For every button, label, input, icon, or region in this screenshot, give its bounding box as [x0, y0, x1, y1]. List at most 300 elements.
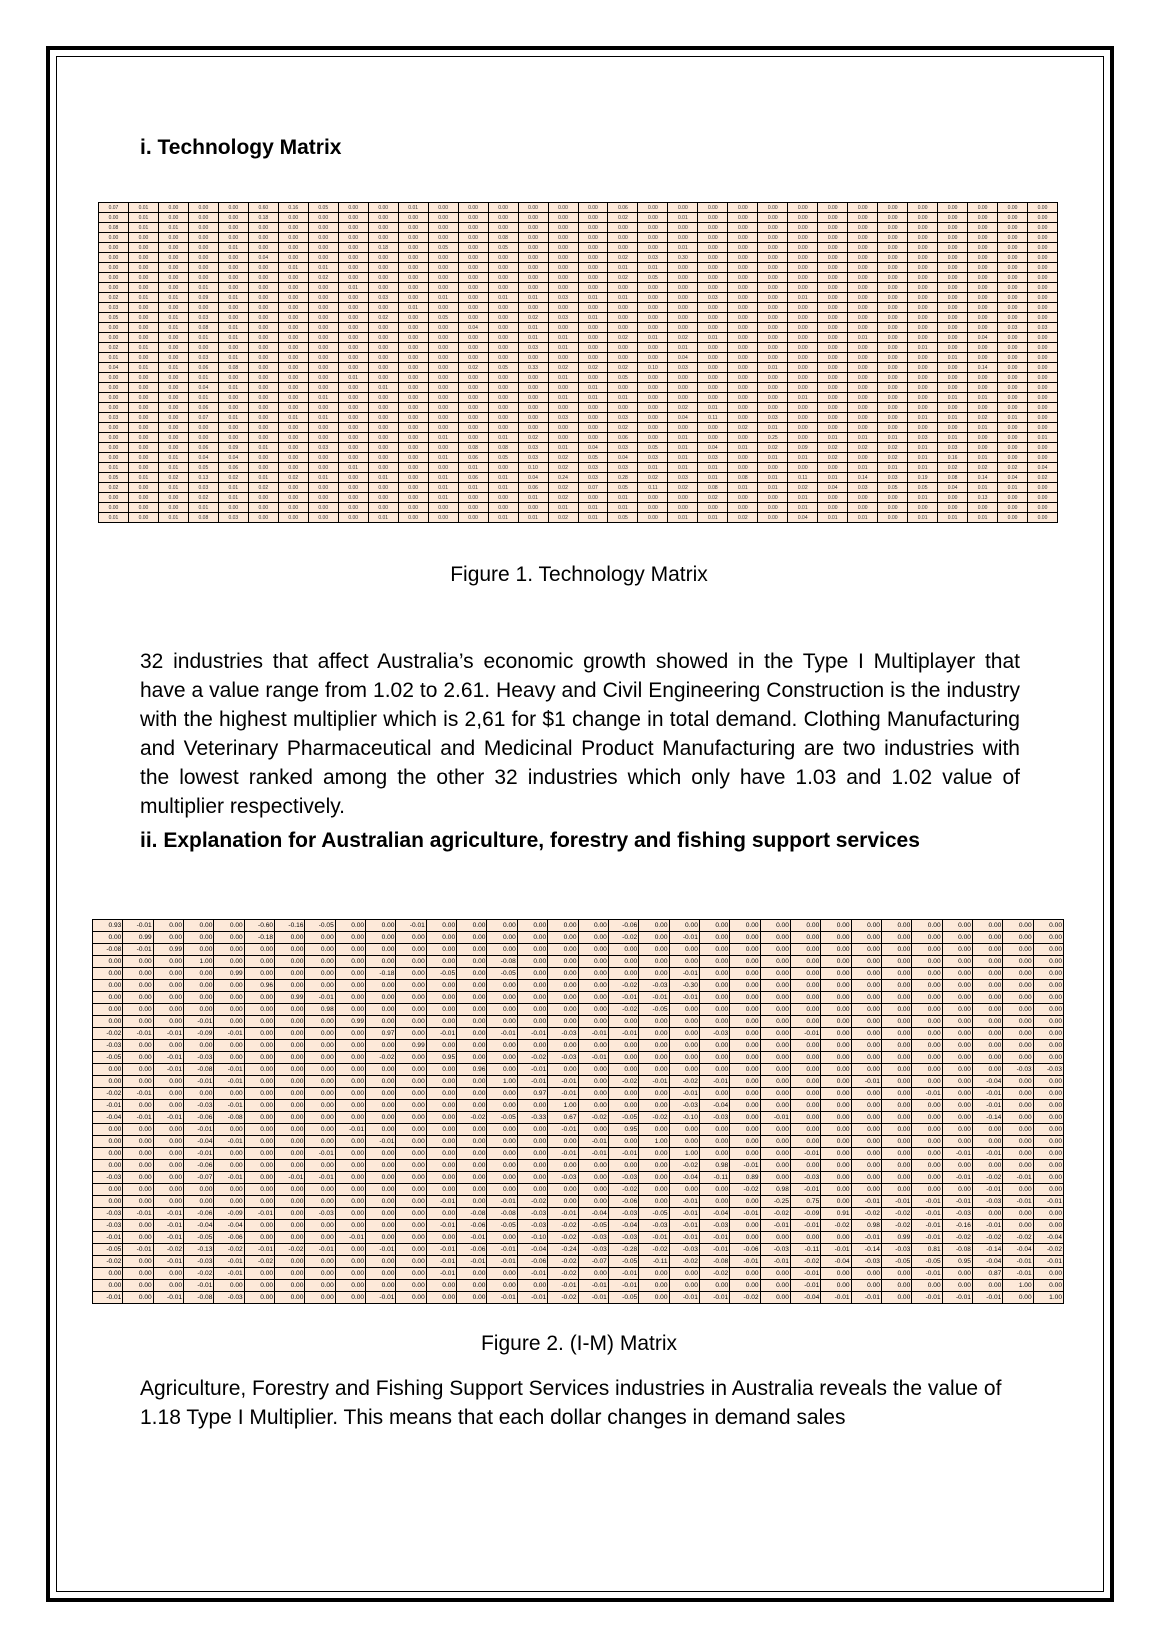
matrix-cell: 0.00 — [758, 233, 788, 243]
matrix-cell: -0.02 — [972, 1232, 1002, 1244]
matrix-cell: 0.00 — [368, 413, 398, 423]
matrix-cell: -0.01 — [669, 1208, 699, 1220]
matrix-cell: 0.00 — [758, 403, 788, 413]
matrix-cell: 0.00 — [908, 323, 938, 333]
matrix-cell: 0.00 — [278, 463, 308, 473]
matrix-cell: 0.00 — [881, 1280, 911, 1292]
matrix-cell: -0.04 — [214, 1220, 244, 1232]
matrix-cell: 0.13 — [968, 493, 998, 503]
matrix-cell: 0.00 — [699, 1088, 729, 1100]
matrix-cell: 0.00 — [278, 213, 308, 223]
matrix-cell: 0.00 — [908, 383, 938, 393]
matrix-cell: 0.05 — [488, 363, 518, 373]
matrix-cell: 0.02 — [728, 513, 758, 523]
matrix-cell: -0.03 — [93, 1040, 123, 1052]
matrix-cell: 0.00 — [428, 303, 458, 313]
matrix-cell: 0.00 — [758, 243, 788, 253]
matrix-row — [93, 1268, 1064, 1280]
matrix-cell: 0.00 — [1003, 920, 1033, 932]
matrix-cell: 0.00 — [1028, 353, 1058, 363]
matrix-cell: 0.00 — [426, 1136, 456, 1148]
matrix-cell: 0.28 — [608, 473, 638, 483]
matrix-cell: 0.00 — [669, 1136, 699, 1148]
matrix-cell: 0.00 — [730, 944, 760, 956]
matrix-cell: 0.00 — [818, 413, 848, 423]
matrix-cell: -0.02 — [548, 1256, 578, 1268]
matrix-cell: -0.01 — [153, 1208, 183, 1220]
matrix-cell: 0.05 — [638, 273, 668, 283]
matrix-cell: 0.00 — [878, 253, 908, 263]
matrix-cell: 0.00 — [428, 223, 458, 233]
matrix-cell: 0.05 — [638, 443, 668, 453]
matrix-cell: -0.03 — [1033, 1064, 1063, 1076]
matrix-cell: -0.02 — [669, 1076, 699, 1088]
matrix-cell: -0.01 — [123, 1208, 153, 1220]
matrix-cell: 0.00 — [908, 373, 938, 383]
matrix-cell: 0.00 — [308, 343, 338, 353]
matrix-cell: 0.04 — [668, 353, 698, 363]
matrix-cell: 0.00 — [218, 343, 248, 353]
matrix-cell: 0.00 — [398, 513, 428, 523]
matrix-cell: -0.01 — [851, 1076, 881, 1088]
matrix-row — [99, 303, 1058, 313]
matrix-cell: 0.00 — [366, 1076, 396, 1088]
matrix-cell: 0.00 — [275, 1088, 305, 1100]
matrix-cell: 0.03 — [368, 293, 398, 303]
matrix-cell: -0.01 — [93, 1232, 123, 1244]
matrix-cell: 0.00 — [488, 393, 518, 403]
matrix-cell: 0.00 — [428, 513, 458, 523]
matrix-cell: 0.00 — [818, 333, 848, 343]
matrix-cell: -0.01 — [851, 1196, 881, 1208]
matrix-cell: 0.00 — [1003, 1136, 1033, 1148]
matrix-cell: 0.00 — [488, 313, 518, 323]
matrix-cell: 0.00 — [123, 1160, 153, 1172]
matrix-cell: 0.00 — [818, 363, 848, 373]
matrix-cell: 0.00 — [305, 1184, 335, 1196]
matrix-cell: 0.00 — [99, 393, 129, 403]
matrix-cell: 0.00 — [998, 503, 1028, 513]
matrix-cell: 0.00 — [275, 1160, 305, 1172]
matrix-cell: 0.00 — [821, 1028, 851, 1040]
matrix-cell: 0.00 — [335, 1208, 365, 1220]
matrix-cell: -0.01 — [396, 920, 426, 932]
matrix-cell: 0.00 — [758, 503, 788, 513]
matrix-cell: -0.01 — [335, 1232, 365, 1244]
matrix-cell: 0.00 — [908, 223, 938, 233]
matrix-cell: 0.00 — [938, 223, 968, 233]
matrix-cell: -0.01 — [790, 1220, 820, 1232]
matrix-cell: 0.00 — [128, 413, 158, 423]
matrix-cell: 0.01 — [758, 363, 788, 373]
matrix-cell: 0.00 — [851, 932, 881, 944]
matrix-cell: 0.00 — [972, 992, 1002, 1004]
matrix-cell: -0.02 — [699, 1268, 729, 1280]
matrix-cell: 0.00 — [1003, 1148, 1033, 1160]
matrix-cell: 0.01 — [458, 463, 488, 473]
matrix-cell: 0.00 — [908, 283, 938, 293]
matrix-cell: -0.01 — [821, 1292, 851, 1304]
matrix-cell: 0.00 — [93, 1280, 123, 1292]
matrix-cell: -0.01 — [851, 1292, 881, 1304]
matrix-cell: -0.01 — [912, 1208, 942, 1220]
matrix-cell: -0.01 — [548, 1208, 578, 1220]
matrix-cell: 0.00 — [487, 920, 517, 932]
matrix-cell: -0.01 — [790, 1028, 820, 1040]
matrix-cell: -0.06 — [730, 1244, 760, 1256]
matrix-cell: 0.00 — [278, 303, 308, 313]
matrix-cell: 0.00 — [275, 1208, 305, 1220]
matrix-cell: 0.00 — [758, 343, 788, 353]
matrix-cell: 0.00 — [698, 373, 728, 383]
matrix-cell: 0.00 — [821, 1040, 851, 1052]
matrix-cell: 0.00 — [908, 403, 938, 413]
matrix-cell: 0.00 — [639, 968, 669, 980]
matrix-cell: 0.00 — [730, 1004, 760, 1016]
matrix-cell: 0.00 — [699, 1064, 729, 1076]
matrix-cell: 0.00 — [368, 323, 398, 333]
matrix-row — [99, 253, 1058, 263]
matrix-cell: 0.00 — [699, 1040, 729, 1052]
matrix-cell: 0.00 — [457, 1136, 487, 1148]
matrix-cell: 0.01 — [578, 313, 608, 323]
matrix-cell: 0.00 — [669, 944, 699, 956]
matrix-cell: 0.14 — [968, 363, 998, 373]
matrix-cell: 0.99 — [153, 944, 183, 956]
matrix-cell: 0.00 — [396, 1196, 426, 1208]
matrix-cell: 0.00 — [728, 413, 758, 423]
matrix-cell: 0.02 — [608, 273, 638, 283]
matrix-cell: 0.01 — [488, 433, 518, 443]
matrix-cell: 0.00 — [788, 313, 818, 323]
matrix-cell: 0.00 — [938, 203, 968, 213]
matrix-cell: 0.00 — [912, 1172, 942, 1184]
matrix-cell: 0.00 — [942, 1112, 972, 1124]
matrix-cell: 0.00 — [158, 433, 188, 443]
matrix-cell: 0.00 — [912, 1052, 942, 1064]
matrix-cell: 0.04 — [938, 483, 968, 493]
matrix-cell: 0.00 — [758, 223, 788, 233]
matrix-cell: 0.00 — [396, 1088, 426, 1100]
matrix-cell: 0.00 — [188, 433, 218, 443]
matrix-cell: 0.00 — [728, 253, 758, 263]
matrix-cell: 0.00 — [487, 1088, 517, 1100]
matrix-cell: 0.00 — [305, 1100, 335, 1112]
matrix-cell: -0.01 — [457, 1232, 487, 1244]
matrix-cell: 0.00 — [788, 343, 818, 353]
matrix-cell: 0.00 — [818, 243, 848, 253]
matrix-cell: 0.00 — [366, 944, 396, 956]
matrix-cell: 0.00 — [458, 243, 488, 253]
matrix-cell: 0.02 — [728, 423, 758, 433]
matrix-cell: 0.00 — [788, 373, 818, 383]
matrix-cell: 0.00 — [1033, 1208, 1063, 1220]
matrix-cell: 0.00 — [517, 1160, 547, 1172]
matrix-cell: 0.00 — [1003, 1184, 1033, 1196]
matrix-cell: 0.01 — [668, 213, 698, 223]
matrix-cell: 0.00 — [548, 273, 578, 283]
matrix-cell: 0.00 — [366, 1280, 396, 1292]
matrix-cell: 0.00 — [881, 1028, 911, 1040]
matrix-cell: 0.00 — [158, 353, 188, 363]
matrix-cell: 0.00 — [638, 283, 668, 293]
matrix-cell: 0.03 — [938, 443, 968, 453]
matrix-cell: 0.01 — [368, 473, 398, 483]
matrix-cell: 0.00 — [881, 1088, 911, 1100]
matrix-cell: 0.01 — [518, 333, 548, 343]
matrix-row — [93, 992, 1064, 1004]
matrix-cell: 0.01 — [758, 473, 788, 483]
matrix-cell: -0.02 — [881, 1220, 911, 1232]
matrix-cell: -0.01 — [699, 1292, 729, 1304]
matrix-cell: 0.00 — [517, 992, 547, 1004]
matrix-cell: 0.03 — [608, 443, 638, 453]
matrix-cell: 0.00 — [878, 363, 908, 373]
matrix-cell: 0.00 — [912, 1076, 942, 1088]
matrix-cell: 0.00 — [153, 968, 183, 980]
matrix-cell: 0.00 — [398, 343, 428, 353]
matrix-cell: 0.00 — [578, 423, 608, 433]
matrix-cell: 0.02 — [518, 433, 548, 443]
matrix-cell: 0.00 — [639, 1028, 669, 1040]
matrix-cell: 0.01 — [158, 453, 188, 463]
matrix-cell: -0.01 — [123, 1088, 153, 1100]
matrix-cell: 0.00 — [275, 1040, 305, 1052]
matrix-cell: 0.00 — [248, 303, 278, 313]
matrix-cell: 0.03 — [998, 323, 1028, 333]
matrix-cell: 0.00 — [912, 1112, 942, 1124]
matrix-cell: 0.00 — [639, 1040, 669, 1052]
matrix-cell: 0.00 — [398, 223, 428, 233]
matrix-cell: 0.00 — [308, 483, 338, 493]
matrix-cell: 0.00 — [428, 283, 458, 293]
matrix-cell: -0.05 — [639, 1208, 669, 1220]
matrix-cell: 0.02 — [698, 493, 728, 503]
matrix-cell: 0.00 — [308, 363, 338, 373]
matrix-cell: 0.05 — [99, 313, 129, 323]
matrix-cell: 0.11 — [698, 413, 728, 423]
matrix-cell: 0.00 — [1033, 1136, 1063, 1148]
matrix-cell: 0.01 — [788, 453, 818, 463]
matrix-cell: 0.00 — [821, 1064, 851, 1076]
matrix-cell: 0.00 — [123, 1136, 153, 1148]
matrix-cell: 0.00 — [730, 932, 760, 944]
matrix-cell: 0.00 — [851, 1136, 881, 1148]
matrix-cell: 0.01 — [608, 263, 638, 273]
matrix-cell: 0.01 — [608, 493, 638, 503]
matrix-cell: 0.00 — [760, 1232, 790, 1244]
matrix-cell: 0.00 — [244, 1088, 274, 1100]
matrix-cell: 0.01 — [908, 463, 938, 473]
matrix-cell: 0.00 — [93, 1076, 123, 1088]
matrix-row — [93, 1052, 1064, 1064]
matrix-cell: 0.00 — [821, 1136, 851, 1148]
matrix-cell: 0.01 — [548, 373, 578, 383]
matrix-cell: 0.02 — [668, 333, 698, 343]
matrix-cell: 0.04 — [698, 443, 728, 453]
matrix-cell: 0.00 — [968, 443, 998, 453]
matrix-cell: 0.00 — [275, 1100, 305, 1112]
matrix-cell: 0.00 — [912, 1016, 942, 1028]
matrix-cell: 0.00 — [998, 243, 1028, 253]
matrix-cell: -0.03 — [93, 1208, 123, 1220]
matrix-cell: 0.00 — [851, 1268, 881, 1280]
matrix-cell: 0.00 — [938, 423, 968, 433]
matrix-cell: 0.00 — [398, 263, 428, 273]
matrix-cell: 0.00 — [488, 373, 518, 383]
matrix-cell: 0.00 — [248, 283, 278, 293]
matrix-cell: 0.00 — [548, 1160, 578, 1172]
matrix-cell: 0.00 — [457, 1268, 487, 1280]
matrix-cell: 0.00 — [428, 343, 458, 353]
matrix-cell: 0.00 — [578, 233, 608, 243]
matrix-cell: 0.00 — [998, 433, 1028, 443]
matrix-cell: -0.02 — [942, 1232, 972, 1244]
matrix-cell: 0.00 — [912, 944, 942, 956]
matrix-cell: -0.01 — [730, 1160, 760, 1172]
matrix-cell: 0.00 — [517, 1148, 547, 1160]
matrix-cell: 0.00 — [398, 243, 428, 253]
matrix-cell: 0.00 — [487, 1268, 517, 1280]
matrix-cell: 0.00 — [458, 293, 488, 303]
matrix-cell: 0.01 — [428, 433, 458, 443]
matrix-cell: 0.00 — [158, 213, 188, 223]
matrix-cell: 0.00 — [338, 353, 368, 363]
matrix-cell: 0.00 — [608, 313, 638, 323]
matrix-cell: 0.00 — [668, 283, 698, 293]
matrix-cell: 0.00 — [457, 1028, 487, 1040]
matrix-cell: -0.14 — [972, 1112, 1002, 1124]
matrix-cell: 0.00 — [128, 443, 158, 453]
matrix-cell: 0.00 — [458, 383, 488, 393]
matrix-cell: 0.00 — [248, 393, 278, 403]
matrix-cell: 0.00 — [878, 403, 908, 413]
matrix-cell: 0.00 — [942, 956, 972, 968]
matrix-cell: 0.00 — [881, 1064, 911, 1076]
matrix-cell: 0.00 — [942, 1124, 972, 1136]
matrix-cell: 0.00 — [487, 980, 517, 992]
matrix-cell: 0.00 — [790, 1040, 820, 1052]
matrix-cell: 0.00 — [1028, 343, 1058, 353]
matrix-cell: 0.00 — [639, 1016, 669, 1028]
matrix-cell: 0.00 — [790, 1076, 820, 1088]
matrix-cell: -0.01 — [881, 1196, 911, 1208]
matrix-cell: -0.07 — [184, 1172, 214, 1184]
matrix-cell: 0.00 — [728, 323, 758, 333]
matrix-cell: -0.09 — [790, 1208, 820, 1220]
matrix-cell: 0.00 — [698, 233, 728, 243]
matrix-cell: 0.00 — [214, 1148, 244, 1160]
matrix-cell: 0.00 — [128, 453, 158, 463]
figure-2-caption: Figure 2. (I-M) Matrix — [480, 1332, 677, 1355]
matrix-cell: -0.01 — [426, 1256, 456, 1268]
matrix-cell: 0.00 — [398, 383, 428, 393]
matrix-cell: 0.00 — [457, 1004, 487, 1016]
matrix-cell: 0.08 — [938, 473, 968, 483]
matrix-cell: -0.03 — [305, 1208, 335, 1220]
matrix-cell: -0.02 — [669, 1160, 699, 1172]
matrix-cell: 0.00 — [578, 433, 608, 443]
matrix-cell: 0.00 — [728, 383, 758, 393]
matrix-cell: 0.00 — [851, 944, 881, 956]
matrix-cell: -0.01 — [669, 1220, 699, 1232]
matrix-cell: 0.02 — [818, 443, 848, 453]
matrix-cell: 0.00 — [426, 1160, 456, 1172]
matrix-cell: 0.00 — [881, 1160, 911, 1172]
matrix-cell: 0.00 — [366, 992, 396, 1004]
matrix-cell: -0.02 — [548, 1220, 578, 1232]
matrix-cell: 0.06 — [218, 463, 248, 473]
matrix-cell: 0.00 — [248, 503, 278, 513]
matrix-cell: 0.00 — [184, 1196, 214, 1208]
matrix-cell: 0.00 — [457, 932, 487, 944]
matrix-cell: 0.00 — [278, 383, 308, 393]
matrix-cell: -0.01 — [1033, 1256, 1063, 1268]
matrix-cell: 0.00 — [821, 1088, 851, 1100]
matrix-cell: 0.00 — [99, 373, 129, 383]
matrix-cell: 0.01 — [698, 473, 728, 483]
matrix-cell: 0.16 — [278, 203, 308, 213]
matrix-cell: 0.00 — [998, 393, 1028, 403]
matrix-cell: 0.00 — [398, 493, 428, 503]
matrix-cell: 0.00 — [790, 1052, 820, 1064]
matrix-cell: -0.01 — [912, 1088, 942, 1100]
matrix-cell: 0.00 — [968, 263, 998, 273]
matrix-cell: 0.00 — [428, 263, 458, 273]
matrix-cell: 0.00 — [698, 423, 728, 433]
matrix-cell: 0.00 — [760, 1172, 790, 1184]
matrix-cell: 0.00 — [128, 513, 158, 523]
matrix-cell: 0.00 — [338, 303, 368, 313]
matrix-cell: 0.00 — [1028, 413, 1058, 423]
matrix-row — [93, 1184, 1064, 1196]
matrix-cell: 0.01 — [398, 303, 428, 313]
matrix-cell: 0.00 — [153, 1004, 183, 1016]
matrix-cell: -0.09 — [184, 1028, 214, 1040]
matrix-cell: -0.16 — [275, 920, 305, 932]
matrix-cell: 0.03 — [848, 483, 878, 493]
matrix-cell: 0.00 — [99, 493, 129, 503]
matrix-cell: 0.00 — [1028, 403, 1058, 413]
matrix-cell: 0.00 — [335, 980, 365, 992]
matrix-cell: 0.00 — [638, 223, 668, 233]
matrix-cell: -0.03 — [608, 1232, 638, 1244]
matrix-cell: -0.01 — [548, 1124, 578, 1136]
matrix-cell: 0.00 — [638, 353, 668, 363]
matrix-cell: 0.00 — [517, 1016, 547, 1028]
matrix-cell: -0.06 — [457, 1244, 487, 1256]
matrix-cell: 0.00 — [878, 273, 908, 283]
matrix-cell: 0.06 — [608, 433, 638, 443]
matrix-cell: -0.02 — [639, 1244, 669, 1256]
matrix-cell: 0.00 — [821, 1232, 851, 1244]
matrix-cell: 0.01 — [548, 333, 578, 343]
matrix-cell: 0.01 — [908, 453, 938, 463]
matrix-cell: 0.00 — [158, 243, 188, 253]
matrix-cell: 0.19 — [908, 473, 938, 483]
matrix-cell: -0.13 — [184, 1244, 214, 1256]
matrix-cell: 0.00 — [275, 980, 305, 992]
matrix-cell: 0.00 — [912, 1280, 942, 1292]
matrix-cell: 0.00 — [305, 1268, 335, 1280]
matrix-cell: 0.00 — [123, 1292, 153, 1304]
matrix-cell: 0.00 — [426, 1124, 456, 1136]
matrix-cell: 0.00 — [758, 283, 788, 293]
matrix-cell: 0.03 — [308, 443, 338, 453]
matrix-cell: 0.00 — [788, 253, 818, 263]
matrix-cell: 0.00 — [998, 513, 1028, 523]
matrix-cell: 0.00 — [457, 920, 487, 932]
